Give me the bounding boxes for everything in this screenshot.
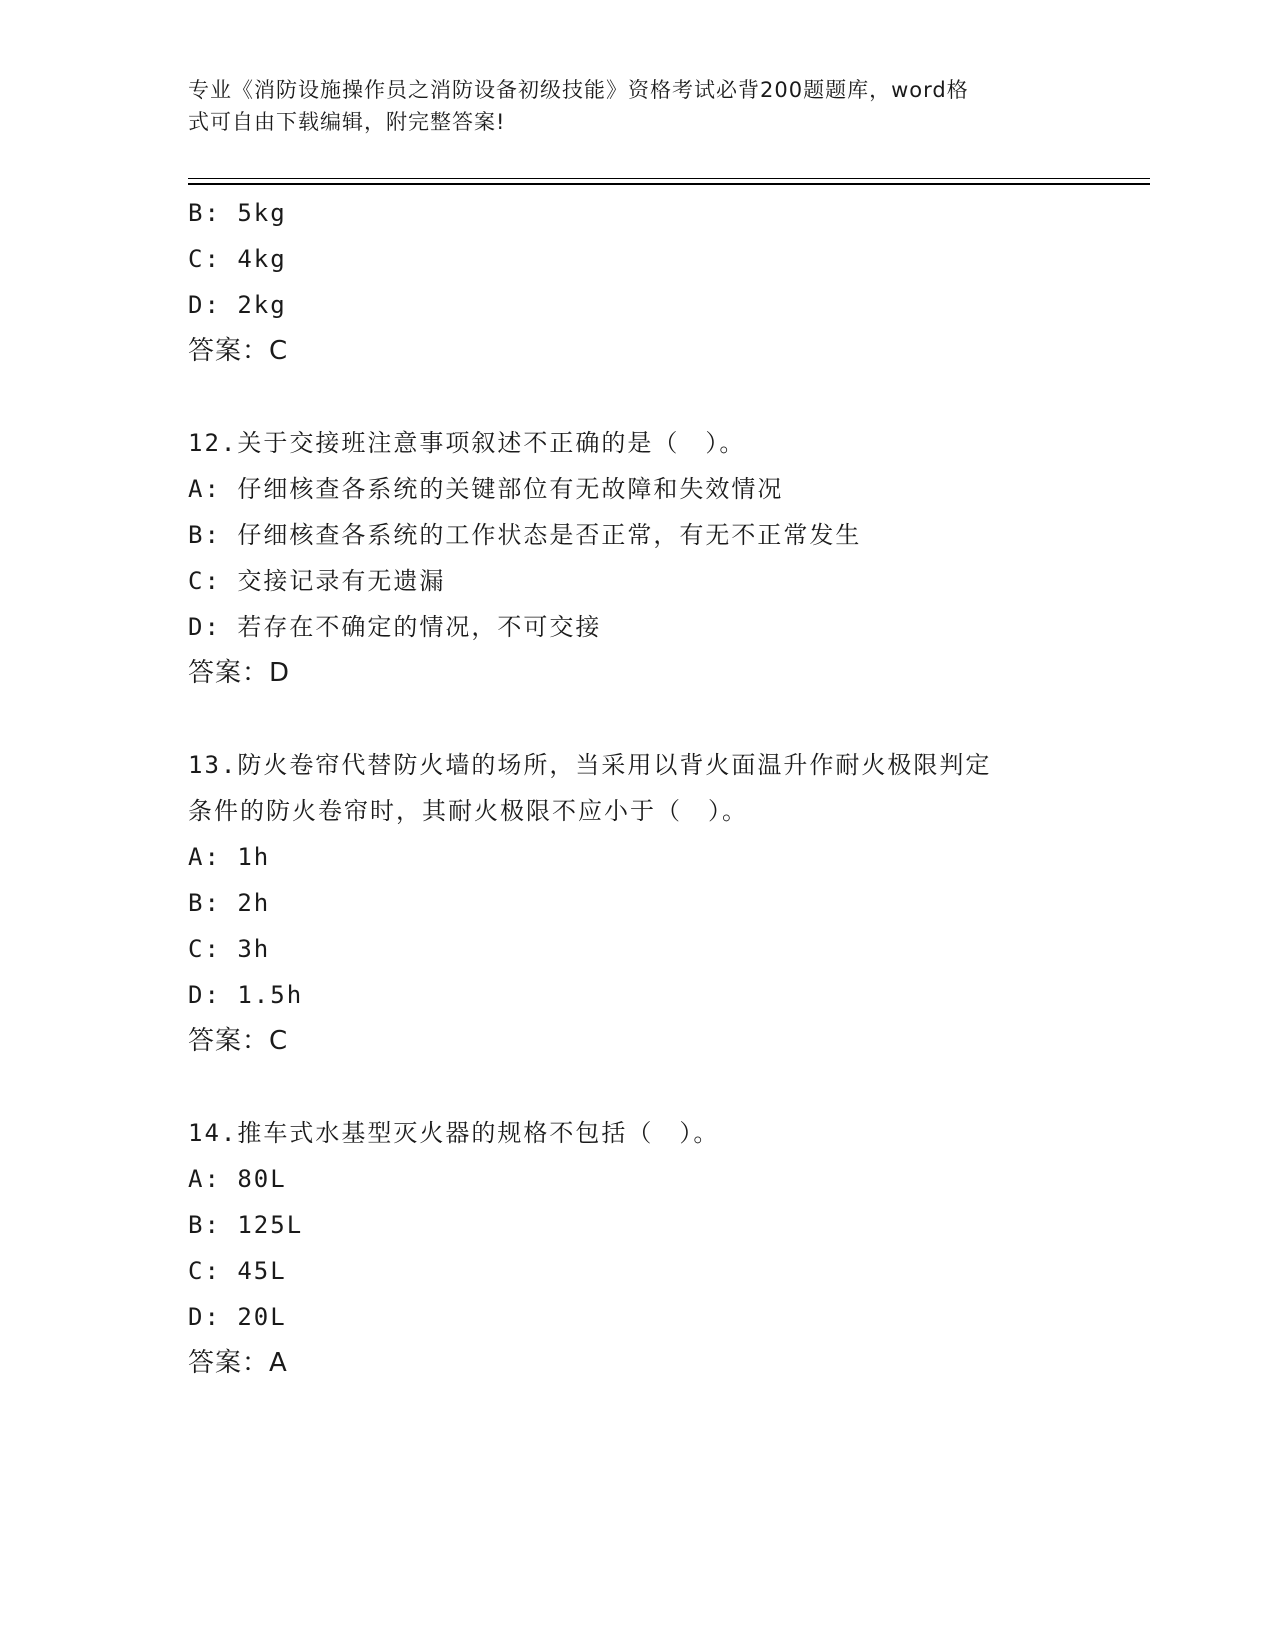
option-c: C: 交接记录有无遗漏	[188, 567, 446, 595]
answer-line: 答案：A	[188, 1348, 288, 1378]
option-a: A: 1h	[188, 843, 271, 871]
question-12	[188, 420, 1088, 696]
question-stem: 12.关于交接班注意事项叙述不正确的是（ ）。	[188, 429, 746, 457]
header-line-1: 专业《消防设施操作员之消防设备初级技能》资格考试必背200题题库，word格	[188, 78, 969, 102]
answer-line: 答案：D	[188, 658, 291, 688]
option-c: C: 45L	[188, 1257, 287, 1285]
option-d: D: 20L	[188, 1303, 287, 1331]
option-d: D: 若存在不确定的情况，不可交接	[188, 613, 602, 641]
header-rule-thin	[188, 178, 1150, 179]
option-c: C: 3h	[188, 935, 271, 963]
option-d: D: 2kg	[188, 291, 287, 319]
question-stem: 14.推车式水基型灭火器的规格不包括（ ）。	[188, 1119, 720, 1147]
question-13	[188, 742, 1088, 1064]
option-a: A: 仔细核查各系统的关键部位有无故障和失效情况	[188, 475, 784, 503]
header-line-2: 式可自由下载编辑，附完整答案!	[188, 110, 506, 134]
answer-line: 答案：C	[188, 1026, 289, 1056]
option-b: B: 2h	[188, 889, 271, 917]
question-list	[188, 190, 1088, 1386]
question-stem-line-1: 13.防火卷帘代替防火墙的场所，当采用以背火面温升作耐火极限判定	[188, 751, 992, 779]
document-header	[188, 74, 1068, 138]
header-rule-thick	[188, 183, 1150, 185]
option-b: B: 5kg	[188, 199, 287, 227]
question-11-continued	[188, 190, 1088, 374]
option-b: B: 仔细核查各系统的工作状态是否正常，有无不正常发生	[188, 521, 862, 549]
option-a: A: 80L	[188, 1165, 287, 1193]
option-c: C: 4kg	[188, 245, 287, 273]
option-d: D: 1.5h	[188, 981, 304, 1009]
answer-line: 答案：C	[188, 336, 289, 366]
question-14	[188, 1110, 1088, 1386]
option-b: B: 125L	[188, 1211, 304, 1239]
question-stem-line-2: 条件的防火卷帘时，其耐火极限不应小于（ ）。	[188, 797, 748, 825]
